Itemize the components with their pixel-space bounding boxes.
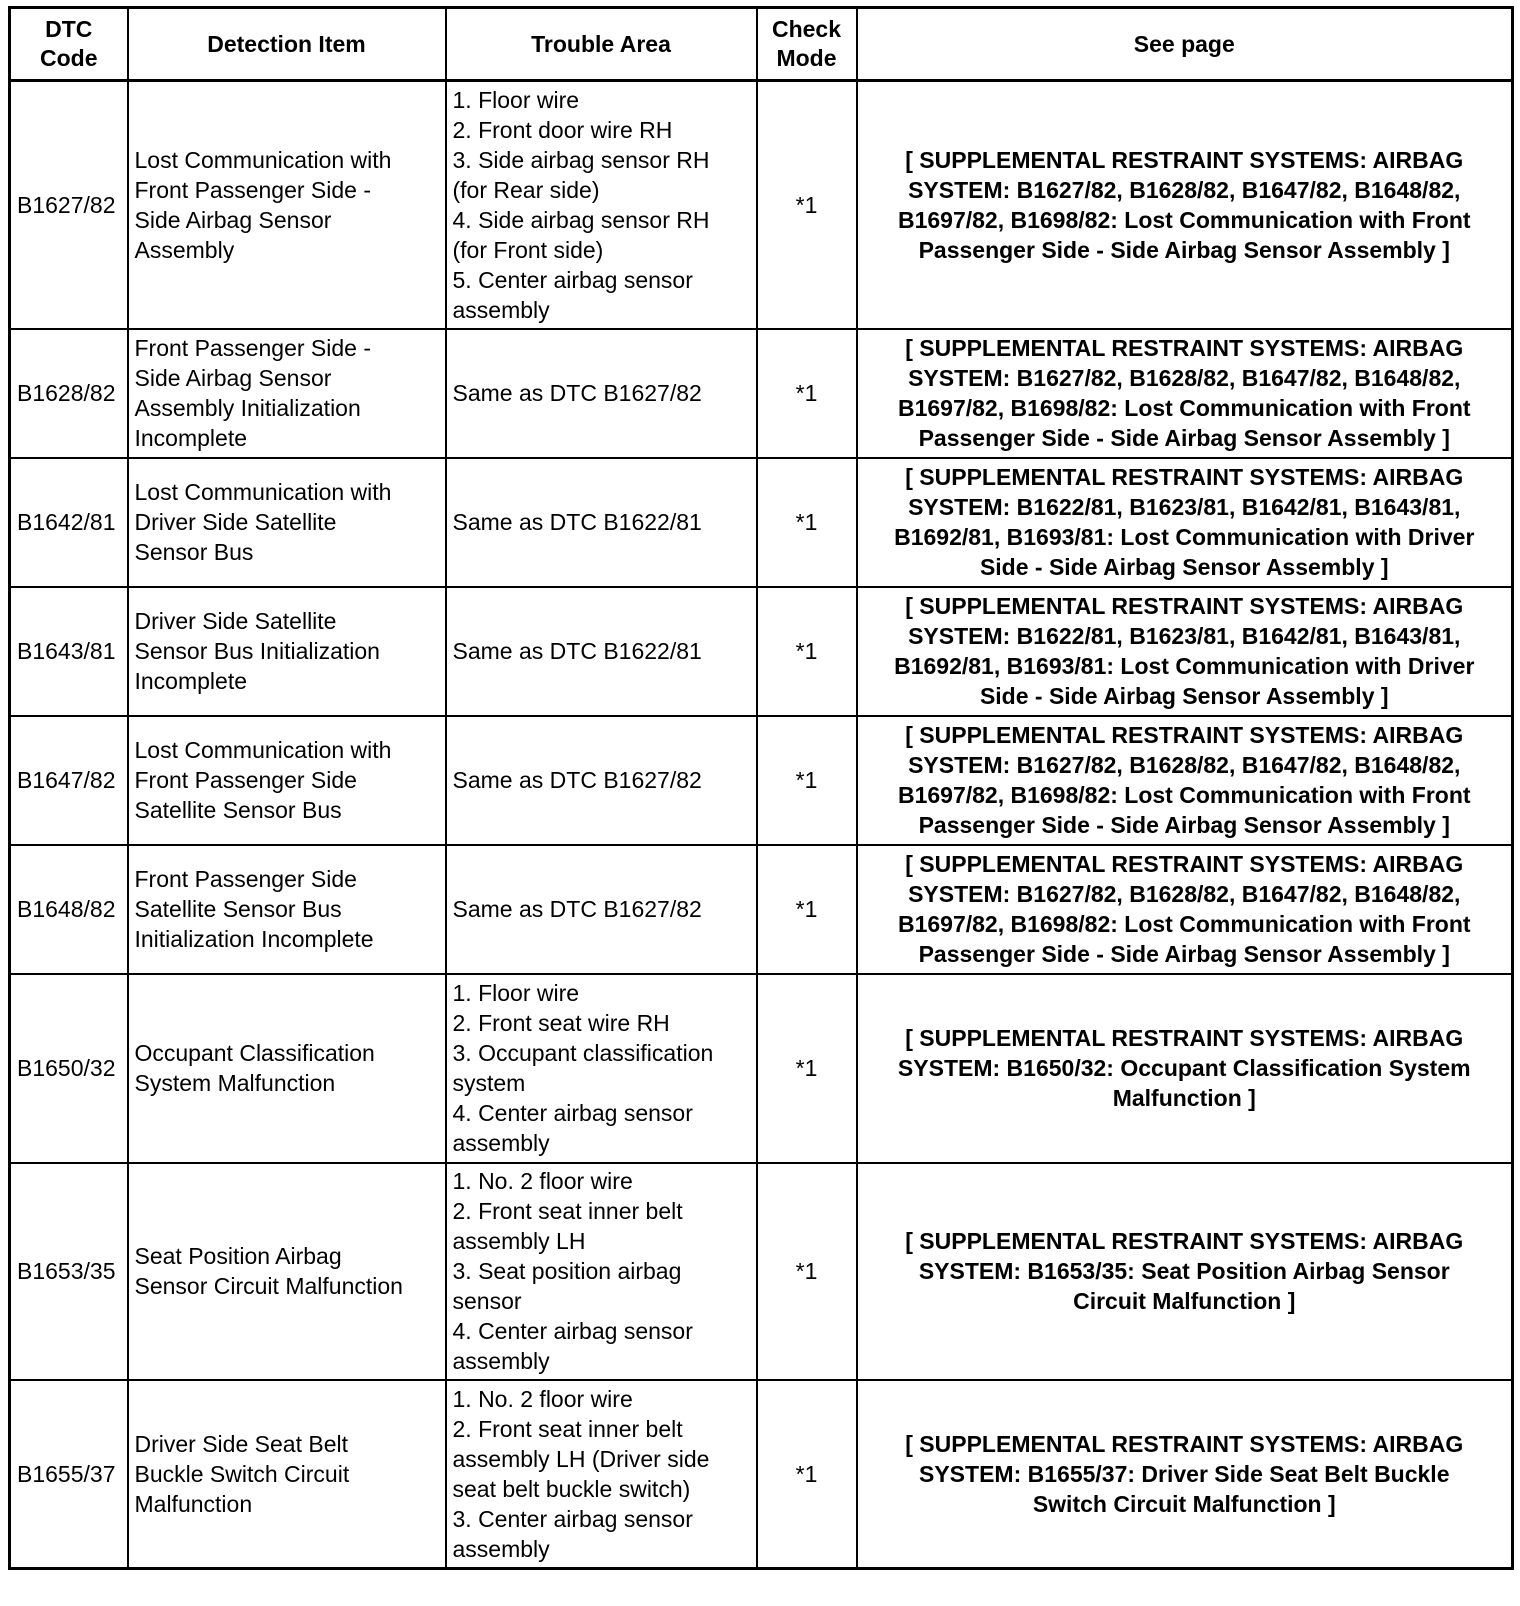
area-line: seat belt buckle switch) [452,1475,691,1502]
area-line: 3. Occupant classification [452,1040,714,1066]
check-mode-cell: *1 [757,81,857,329]
table-row [10,458,1513,587]
page-line: [ SUPPLEMENTAL RESTRAINT SYSTEMS: AIRBAG [905,593,1464,619]
table-row [10,329,1513,458]
page-line: SYSTEM: B1622/81, B1623/81, B1642/81, B1643/81, [908,494,1461,520]
item-line: Initialization Incomplete [134,926,374,952]
page-line: B1697/82, B1698/82: Lost Communication with Front [897,782,1471,808]
detection-item-cell [128,1380,446,1569]
see-page-cell [857,716,1513,845]
trouble-area-cell [446,845,757,974]
page-line: B1692/81, B1693/81: Lost Communication with Driver [894,653,1475,679]
area-line: 3. Center airbag sensor [452,1505,693,1532]
page-line: SYSTEM: B1627/82, B1628/82, B1647/82, B1648/82, [908,752,1461,778]
item-line: Lost Communication with [134,479,392,505]
header-see-page: See page [857,8,1513,81]
area-line: 1. No. 2 floor wire [452,1385,633,1412]
page-line: [ SUPPLEMENTAL RESTRAINT SYSTEMS: AIRBAG [905,464,1464,490]
see-page-cell [857,974,1513,1163]
area-line: sensor [452,1288,522,1314]
area-line: 3. Side airbag sensor RH [452,146,710,173]
area-line: 2. Front door wire RH [452,116,673,143]
detection-item-cell [128,329,446,458]
page-line: [ SUPPLEMENTAL RESTRAINT SYSTEMS: AIRBAG [905,722,1464,748]
detection-item-cell [128,845,446,974]
see-page-cell [857,1163,1513,1380]
item-line: Incomplete [134,668,248,694]
page-line: SYSTEM: B1650/32: Occupant Classification System [897,1055,1471,1081]
header-trouble-area: Trouble Area [446,8,757,81]
area-line: assembly LH [452,1228,586,1254]
page-line: [ SUPPLEMENTAL RESTRAINT SYSTEMS: AIRBAG [905,1430,1464,1457]
area-line: 2. Front seat inner belt [452,1415,683,1442]
table-row [10,845,1513,974]
area-line: Same as DTC B1622/81 [452,509,702,535]
page-line: Malfunction ] [1112,1085,1256,1111]
page-line: Switch Circuit Malfunction ] [1032,1490,1336,1517]
item-line: Driver Side Satellite [134,509,337,535]
area-line: assembly [452,1130,550,1156]
item-line: Buckle Switch Circuit [134,1460,350,1487]
item-line: Sensor Bus [134,539,254,565]
dtc-table [8,6,1514,1570]
area-line: system [452,1070,526,1096]
dtc-code-cell: B1643/81 [10,587,128,716]
page-line: Passenger Side - Side Airbag Sensor Assembly ] [918,425,1450,451]
detection-item-cell [128,587,446,716]
page-line: [ SUPPLEMENTAL RESTRAINT SYSTEMS: AIRBAG [905,335,1464,361]
detection-item-cell [128,458,446,587]
item-line: Side Airbag Sensor [134,206,332,233]
page-line: SYSTEM: B1653/35: Seat Position Airbag Sensor [918,1258,1450,1284]
table-row [10,587,1513,716]
trouble-area-cell [446,974,757,1163]
item-line: Sensor Circuit Malfunction [134,1273,403,1299]
see-page-cell [857,1380,1513,1569]
area-line: 4. Side airbag sensor RH [452,206,710,233]
check-mode-cell: *1 [757,329,857,458]
header-detection-item: Detection Item [128,8,446,81]
item-line: Front Passenger Side - [134,335,372,361]
item-line: Front Passenger Side [134,767,357,793]
detection-item-cell [128,974,446,1163]
area-line: Same as DTC B1627/82 [452,767,702,793]
check-mode-cell: *1 [757,587,857,716]
area-line: Same as DTC B1622/81 [452,638,702,664]
page-line: [ SUPPLEMENTAL RESTRAINT SYSTEMS: AIRBAG [905,146,1464,173]
page-line: Side - Side Airbag Sensor Assembly ] [979,554,1389,580]
area-line: assembly [452,1535,550,1562]
area-line: Same as DTC B1627/82 [452,380,702,406]
page-line: [ SUPPLEMENTAL RESTRAINT SYSTEMS: AIRBAG [905,1228,1464,1254]
item-line: Front Passenger Side [134,866,357,892]
trouble-area-cell [446,716,757,845]
item-line: Satellite Sensor Bus [134,797,342,823]
item-line: Driver Side Seat Belt [134,1430,348,1457]
detection-item-cell [128,716,446,845]
check-mode-cell: *1 [757,845,857,974]
item-line: Occupant Classification [134,1040,375,1066]
table-row [10,81,1513,329]
area-line: 1. Floor wire [452,980,580,1006]
see-page-cell [857,587,1513,716]
page-line: Passenger Side - Side Airbag Sensor Assembly ] [918,236,1450,263]
area-line: assembly [452,296,550,323]
see-page-cell [857,845,1513,974]
dtc-code-cell: B1647/82 [10,716,128,845]
check-mode-cell: *1 [757,1163,857,1380]
item-line: Lost Communication with [134,737,392,763]
area-line: 5. Center airbag sensor [452,266,693,293]
detection-item-cell [128,81,446,329]
area-line: 1. Floor wire [452,86,580,113]
item-line: Incomplete [134,425,248,451]
page-line: Circuit Malfunction ] [1073,1288,1296,1314]
item-line: Malfunction [134,1490,253,1517]
table-row [10,974,1513,1163]
trouble-area-cell [446,1163,757,1380]
page-line: Passenger Side - Side Airbag Sensor Assembly ] [918,812,1450,838]
area-line: (for Rear side) [452,176,600,203]
page-line: [ SUPPLEMENTAL RESTRAINT SYSTEMS: AIRBAG [905,851,1464,877]
item-line: Sensor Bus Initialization [134,638,380,664]
area-line: 3. Seat position airbag [452,1258,682,1284]
page-line: SYSTEM: B1655/37: Driver Side Seat Belt Buckle [919,1460,1450,1487]
see-page-cell [857,458,1513,587]
header-dtc-code: DTC Code [10,8,128,81]
see-page-cell [857,329,1513,458]
item-line: Satellite Sensor Bus [134,896,342,922]
trouble-area-cell [446,458,757,587]
dtc-code-cell: B1627/82 [10,81,128,329]
area-line: (for Front side) [452,236,604,263]
page-line: SYSTEM: B1627/82, B1628/82, B1647/82, B1648/82, [908,176,1461,203]
trouble-area-cell [446,587,757,716]
item-line: Assembly Initialization [134,395,361,421]
trouble-area-cell [446,1380,757,1569]
table-row [10,716,1513,845]
area-line: 2. Front seat inner belt [452,1198,683,1224]
check-mode-cell: *1 [757,458,857,587]
dtc-code-cell: B1628/82 [10,329,128,458]
dtc-code-cell: B1648/82 [10,845,128,974]
area-line: 2. Front seat wire RH [452,1010,670,1036]
area-line: Same as DTC B1627/82 [452,896,702,922]
check-mode-cell: *1 [757,974,857,1163]
page-line: B1692/81, B1693/81: Lost Communication with Driver [894,524,1475,550]
area-line: 4. Center airbag sensor [452,1318,693,1344]
trouble-area-cell [446,81,757,329]
page-line: B1697/82, B1698/82: Lost Communication with Front [897,911,1471,937]
item-line: Lost Communication with [134,146,392,173]
check-mode-cell: *1 [757,716,857,845]
item-line: Driver Side Satellite [134,608,337,634]
area-line: assembly LH (Driver side [452,1445,710,1472]
header-check-mode: Check Mode [757,8,857,81]
table-row [10,1163,1513,1380]
item-line: Seat Position Airbag [134,1243,342,1269]
area-line: 1. No. 2 floor wire [452,1168,633,1194]
see-page-cell [857,81,1513,329]
area-line: assembly [452,1348,550,1374]
page-line: SYSTEM: B1627/82, B1628/82, B1647/82, B1648/82, [908,881,1461,907]
item-line: Front Passenger Side - [134,176,372,203]
dtc-code-cell: B1653/35 [10,1163,128,1380]
item-line: Assembly [134,236,235,263]
trouble-area-cell [446,329,757,458]
table-row [10,1380,1513,1569]
item-line: Side Airbag Sensor [134,365,332,391]
page-line: Side - Side Airbag Sensor Assembly ] [979,683,1389,709]
detection-item-cell [128,1163,446,1380]
page-line: SYSTEM: B1627/82, B1628/82, B1647/82, B1648/82, [908,365,1461,391]
check-mode-cell: *1 [757,1380,857,1569]
page-line: Passenger Side - Side Airbag Sensor Assembly ] [918,941,1450,967]
page-line: B1697/82, B1698/82: Lost Communication with Front [897,395,1471,421]
page-line: B1697/82, B1698/82: Lost Communication with Front [897,206,1471,233]
page-line: [ SUPPLEMENTAL RESTRAINT SYSTEMS: AIRBAG [905,1025,1464,1051]
page-line: SYSTEM: B1622/81, B1623/81, B1642/81, B1643/81, [908,623,1461,649]
header-row [10,8,1513,81]
dtc-code-cell: B1650/32 [10,974,128,1163]
item-line: System Malfunction [134,1070,336,1096]
dtc-code-cell: B1655/37 [10,1380,128,1569]
dtc-code-cell: B1642/81 [10,458,128,587]
area-line: 4. Center airbag sensor [452,1100,693,1126]
